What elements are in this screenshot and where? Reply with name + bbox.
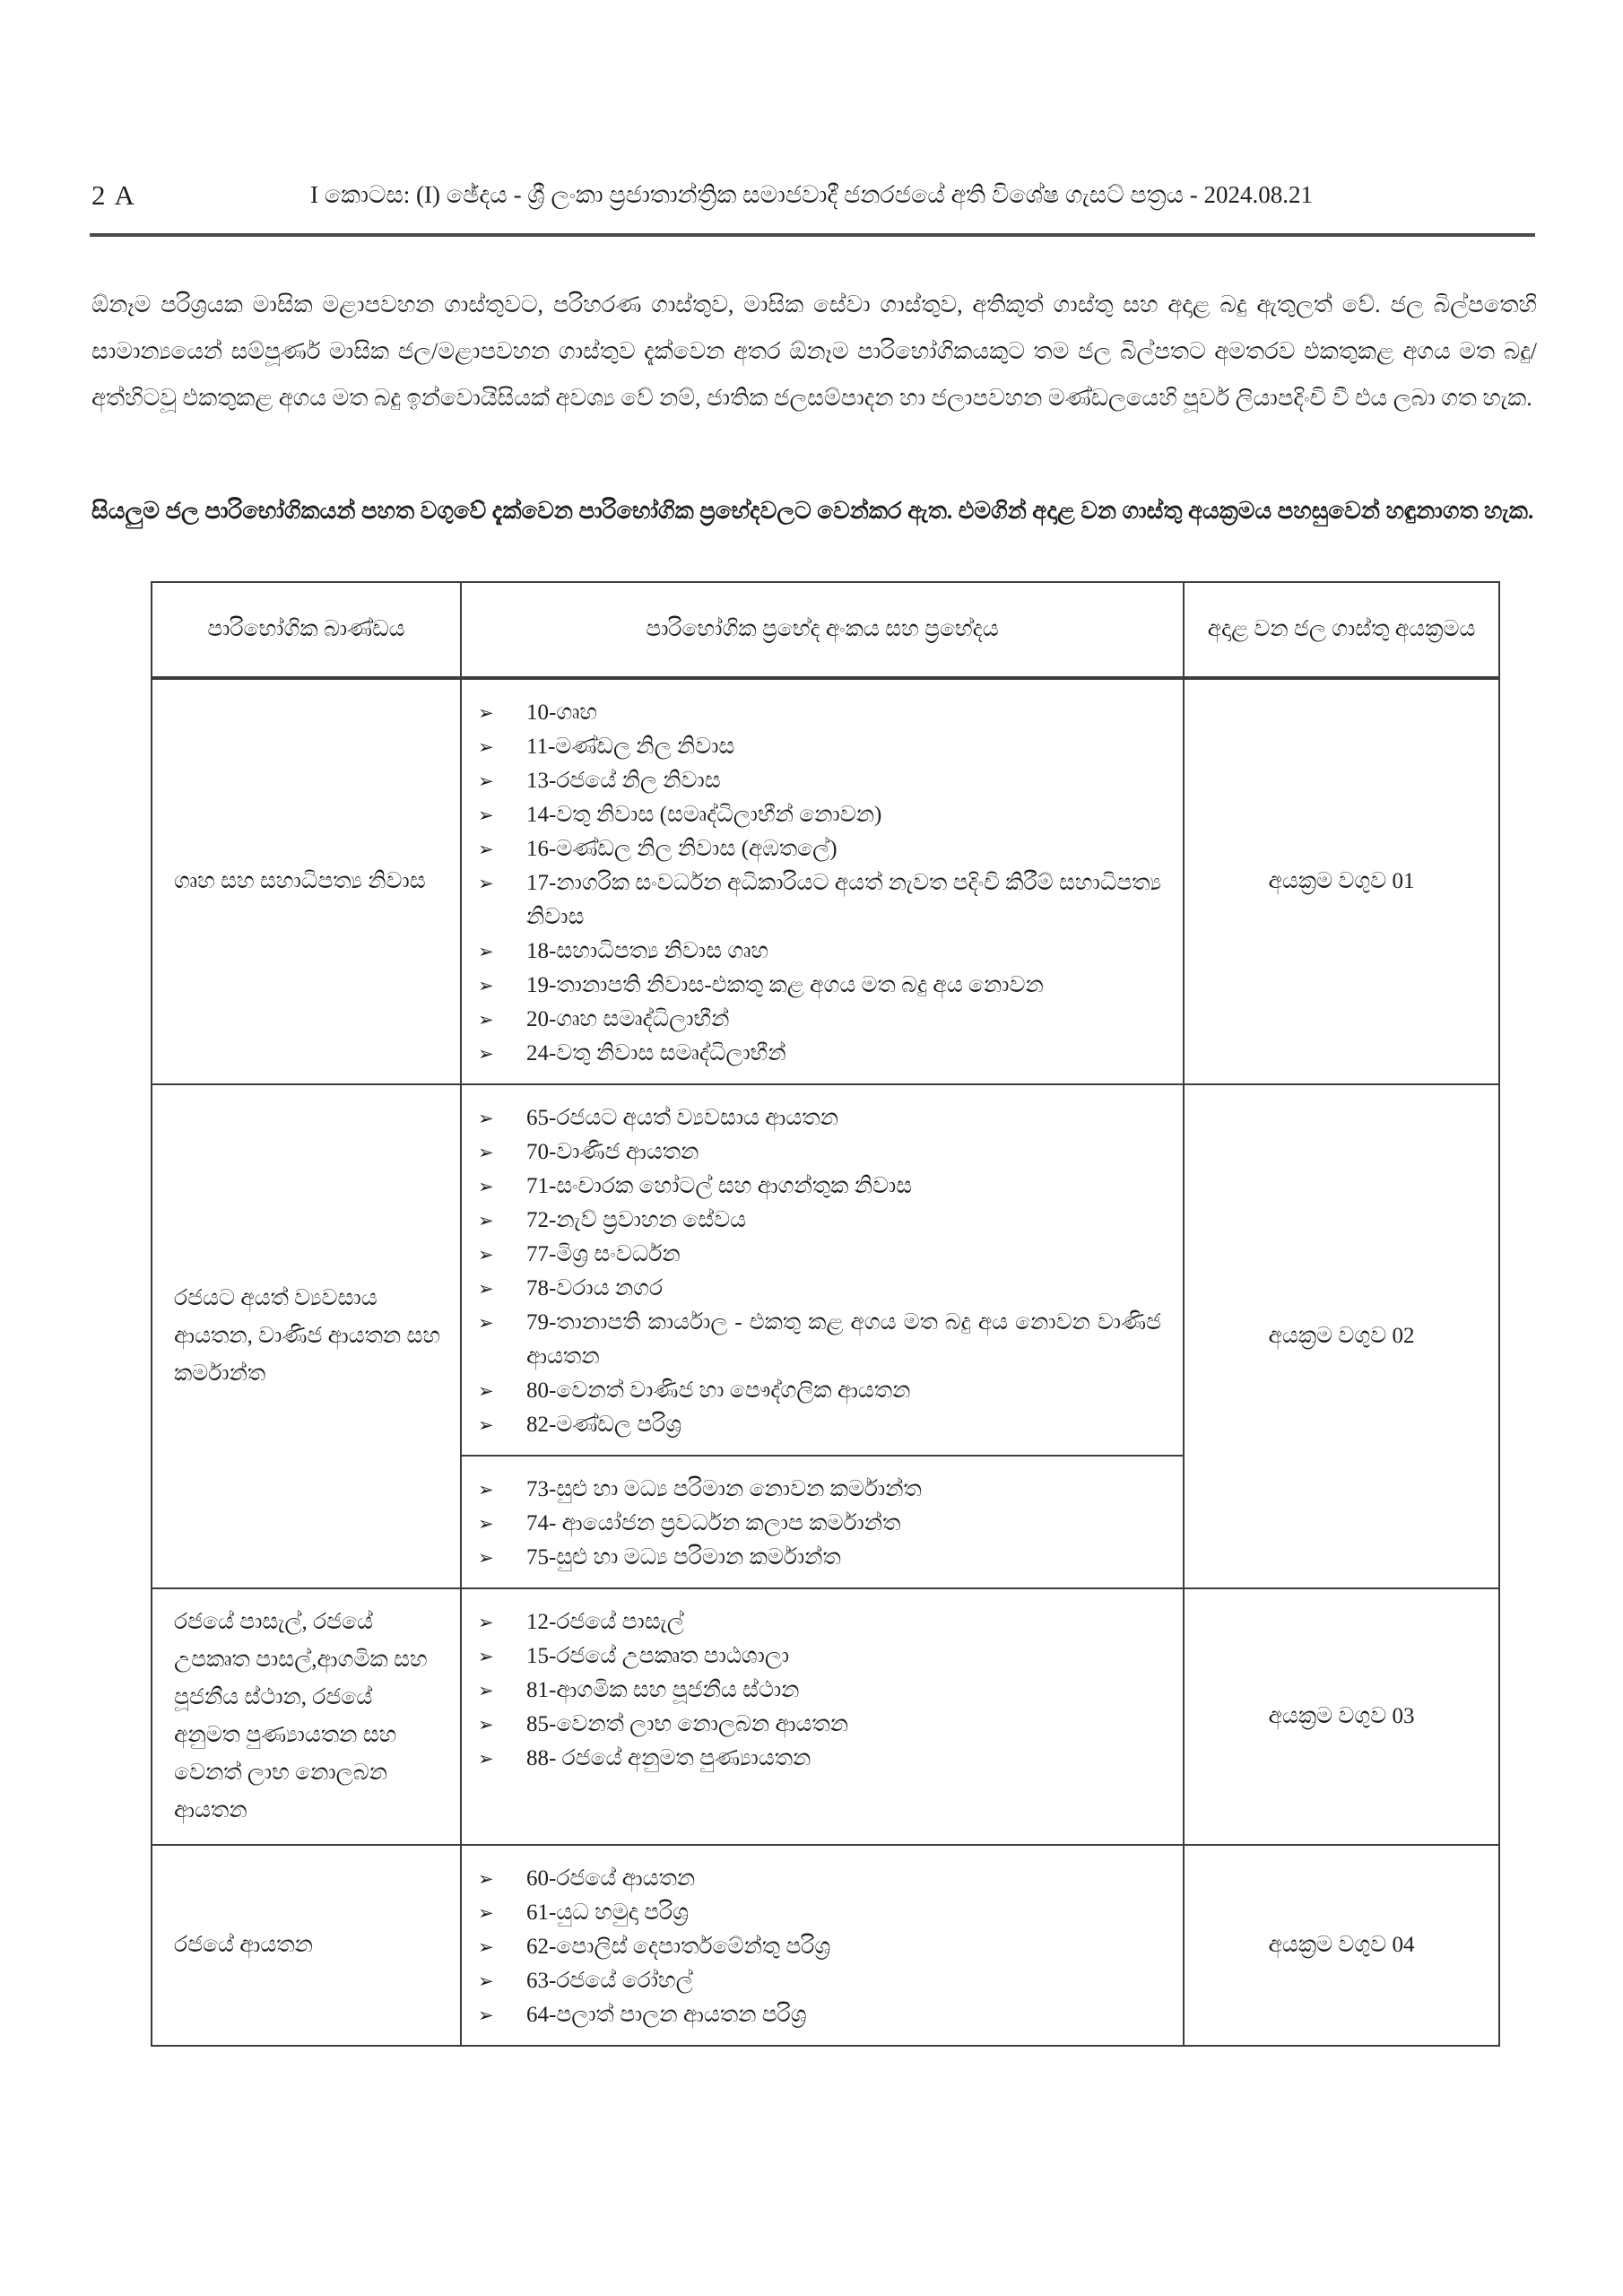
- bullet-list: [478, 1862, 1170, 2032]
- list-item: [478, 1742, 1170, 1776]
- list-item-text: 77-මිශ්‍ර සංවර්ධන: [526, 1242, 681, 1266]
- list-item: [478, 1998, 1170, 2032]
- gazette-header-title: I කොටස: (I) ඡේදය - ශ්‍රී ලංකා ප්‍රජාතාන්ත්‍රික සමාජවාදී ජනරජයේ අති විශේෂ ගැසට් පත්‍රය - 2024.08.21: [310, 181, 1313, 208]
- arrow-bullet-icon: ➢: [478, 1902, 494, 1924]
- arrow-bullet-icon: ➢: [478, 1142, 494, 1163]
- bullet-list: [478, 1101, 1170, 1442]
- category-items-cell: [461, 1845, 1184, 2046]
- list-item: [478, 730, 1170, 764]
- list-item: [478, 935, 1170, 969]
- list-item: [478, 1896, 1170, 1930]
- page-header: [90, 178, 1533, 217]
- list-item-text: 18-සහාධිපත්‍ය නිවාස ගෘහ: [526, 939, 769, 963]
- list-item: [478, 1272, 1170, 1306]
- tariff-cell: අයක්‍රම වගුව 03: [1184, 1588, 1499, 1845]
- list-item: [478, 866, 1170, 935]
- list-item-text: 13-රජයේ නිල නිවාස: [526, 769, 721, 793]
- list-item: [478, 1930, 1170, 1964]
- list-item: [478, 1101, 1170, 1135]
- list-item: [478, 1374, 1170, 1408]
- column-header-category-number: පාරිභෝගික ප්‍රභේද අංකය සහ ප්‍රභේදය: [461, 582, 1184, 678]
- list-item: [478, 1135, 1170, 1170]
- list-item: [478, 1507, 1170, 1541]
- list-item: [478, 1964, 1170, 1998]
- tariff-cell: අයක්‍රම වගුව 04: [1184, 1845, 1499, 2046]
- list-item-text: 19-තානාපති නිවාස-එකතු කළ අගය මත බදු අය නොවන: [526, 973, 1044, 997]
- arrow-bullet-icon: ➢: [478, 1680, 494, 1701]
- table-row: [152, 678, 1499, 1084]
- arrow-bullet-icon: ➢: [478, 1748, 494, 1770]
- bullet-list: [478, 696, 1170, 1071]
- list-item: [478, 798, 1170, 832]
- list-item: [478, 1639, 1170, 1674]
- arrow-bullet-icon: ➢: [478, 1244, 494, 1265]
- arrow-bullet-icon: ➢: [478, 1380, 494, 1402]
- arrow-bullet-icon: ➢: [478, 1176, 494, 1197]
- arrow-bullet-icon: ➢: [478, 1479, 494, 1500]
- column-header-tariff-scheme: අදාළ වන ජල ගාස්තු අයක්‍රමය: [1184, 582, 1499, 678]
- arrow-bullet-icon: ➢: [478, 770, 494, 792]
- list-item: [478, 1306, 1170, 1374]
- arrow-bullet-icon: ➢: [478, 1547, 494, 1569]
- arrow-bullet-icon: ➢: [478, 736, 494, 758]
- category-items-cell: [461, 1588, 1184, 1845]
- arrow-bullet-icon: ➢: [478, 1612, 494, 1633]
- list-item-text: 15-රජයේ උපකෘත පාඨශාලා: [526, 1644, 790, 1668]
- list-item-text: 73-සුළු හා මධ්‍ය පරිමාන නොවන කර්මාන්ත: [526, 1477, 922, 1501]
- list-item-text: 11-මණ්ඩල නිල නිවාස: [526, 735, 735, 759]
- list-item-text: 85-වෙනත් ලාභ නොලබන ආයතන: [526, 1712, 849, 1736]
- list-item: [478, 1037, 1170, 1071]
- list-item-text: 75-සුළු හා මධ්‍ය පරිමාන කර්මාන්ත: [526, 1545, 841, 1570]
- arrow-bullet-icon: ➢: [478, 1970, 494, 1992]
- category-cell: ගෘහ සහ සහාධිපත්‍ය නිවාස: [152, 678, 461, 1084]
- bullet-list: [478, 1473, 1170, 1575]
- list-item-text: 65-රජයට අයත් ව්‍යවසාය ආයතන: [526, 1106, 838, 1130]
- arrow-bullet-icon: ➢: [478, 2005, 494, 2026]
- arrow-bullet-icon: ➢: [478, 804, 494, 826]
- tariff-cell: අයක්‍රම වගුව 02: [1184, 1084, 1499, 1588]
- list-item-text: 82-මණ්ඩල පරිශ්‍ර: [526, 1413, 682, 1437]
- list-item-text: 74- ආයෝජන ප්‍රවර්ධන කලාප කර්මාන්ත: [526, 1511, 901, 1535]
- list-item: [478, 696, 1170, 730]
- list-item: [478, 1408, 1170, 1442]
- list-item: [478, 1605, 1170, 1639]
- category-cell: රජයට අයත් ව්‍යවසාය ආයතන, වාණිජ ආයතන සහ කර්මාන්ත: [152, 1084, 461, 1588]
- list-item-text: 20-ගෘහ සමෘද්ධිලාභීන්: [526, 1007, 730, 1031]
- list-item: [478, 1204, 1170, 1238]
- table-row: [152, 1845, 1499, 2046]
- table-row: [152, 1084, 1499, 1456]
- table-header-row: [152, 582, 1499, 678]
- arrow-bullet-icon: ➢: [478, 1414, 494, 1436]
- list-item-text: 17-නාගරික සංවර්ධන අධිකාරියට අයත් නැවත පදිංචි කිරීම් සහාධිපත්‍ය නිවාස: [526, 871, 1161, 929]
- list-item-text: 14-වතු නිවාස (සමෘද්ධිලාභීන් නොවන): [526, 803, 882, 827]
- list-item-text: 12-රජයේ පාසැල්: [526, 1610, 684, 1634]
- category-cell: රජයේ ආයතන: [152, 1845, 461, 2046]
- arrow-bullet-icon: ➢: [478, 839, 494, 860]
- list-item: [478, 1238, 1170, 1272]
- list-item-text: 61-යුධ හමුදා පරිශ්‍ර: [526, 1900, 689, 1925]
- category-items-cell: [461, 678, 1184, 1084]
- list-item: [478, 1003, 1170, 1037]
- header-rule: [90, 233, 1535, 237]
- arrow-bullet-icon: ➢: [478, 1646, 494, 1667]
- arrow-bullet-icon: ➢: [478, 1278, 494, 1300]
- list-item-text: 60-රජයේ ආයතන: [526, 1866, 696, 1891]
- category-items-cell: [461, 1084, 1184, 1456]
- consumer-category-table: [151, 581, 1500, 2047]
- bullet-list: [478, 1605, 1170, 1776]
- arrow-bullet-icon: ➢: [478, 1868, 494, 1890]
- list-item: [478, 1674, 1170, 1708]
- list-item-text: 24-වතු නිවාස සමෘද්ධිලාභීන්: [526, 1041, 786, 1065]
- arrow-bullet-icon: ➢: [478, 1043, 494, 1065]
- list-item-text: 64-පලාත් පාලන ආයතන පරිශ්‍ර: [526, 2003, 807, 2027]
- list-item: [478, 1708, 1170, 1742]
- intro-paragraph: ඕනෑම පරිශ්‍රයක මාසික මළාපවහන ගාස්තුවට, පරිහරණ ගාස්තුව, මාසික සේවා ගාස්තුව, අතිකුත් ගාස්තු සහ අදාළ බදු ඇතුලත් වේ. ජල බිල්පතෙහි සාමාන්‍යයෙන් සම්පූර්ණ මාසික ජල/මළාපවහන ගාස්තුව දැක්වෙන අතර ඕනෑම පාරිභෝගිකයකුට තම ජල බිල්පතට අමතරව එකතුකළ අගය මත බදු/ අත්හිටවූ එකතුකළ අගය මත බදු ඉන්වොයිසියක් අවශ්‍ය වේ නම්, ජාතික ජලසම්පාදන හා ජලාපවහන මණ්ඩලයෙහි පූර්ව ලියාපදිංචි වී එය ලබා ගත හැක.: [91, 291, 1537, 411]
- tariff-cell: අයක්‍රම වගුව 01: [1184, 678, 1499, 1084]
- arrow-bullet-icon: ➢: [478, 1936, 494, 1958]
- category-items-cell: [461, 1456, 1184, 1588]
- page-number: 2 A: [91, 179, 136, 211]
- list-item: [478, 764, 1170, 798]
- list-item: [478, 1541, 1170, 1575]
- arrow-bullet-icon: ➢: [478, 975, 494, 996]
- arrow-bullet-icon: ➢: [478, 702, 494, 724]
- list-item-text: 71-සංචාරක හෝටල් සහ ආගන්තුක නිවාස: [526, 1174, 913, 1198]
- arrow-bullet-icon: ➢: [478, 1714, 494, 1735]
- arrow-bullet-icon: ➢: [478, 1312, 494, 1334]
- list-item-text: 81-ආගමික සහ පූජනීය ස්ථාන: [526, 1678, 800, 1702]
- list-item: [478, 969, 1170, 1003]
- list-item-text: 72-නැව් ප්‍රවාහන සේවය: [526, 1208, 747, 1232]
- list-item: [478, 1170, 1170, 1204]
- list-item: [478, 1473, 1170, 1507]
- table-intro-paragraph: සියලුම ජල පාරිභෝගිකයන් පහත වගුවේ දැක්වෙන පාරිභෝගික ප්‍රභේදවලට වෙන්කර ඇත. එමගින් අදාළ වන ගාස්තු අයක්‍රමය පහසුවෙන් හඳුනාගත හැක.: [91, 498, 1534, 524]
- list-item: [478, 1862, 1170, 1896]
- list-item: [478, 832, 1170, 866]
- arrow-bullet-icon: ➢: [478, 1210, 494, 1231]
- list-item-text: 16-මණ්ඩල නිල නිවාස (අඹතලේ): [526, 837, 838, 861]
- list-item-text: 62-පොලිස් දෙපාර්තමේන්තු පරිශ්‍ර: [526, 1935, 831, 1959]
- list-item-text: 80-වෙනත් වාණිජ හා පෞද්ගලික ආයතන: [526, 1378, 911, 1403]
- arrow-bullet-icon: ➢: [478, 873, 494, 894]
- list-item-text: 88- රජයේ අනුමත පුණ්‍යායතන: [526, 1746, 812, 1770]
- arrow-bullet-icon: ➢: [478, 1513, 494, 1535]
- list-item-text: 63-රජයේ රෝහල්: [526, 1969, 693, 1993]
- arrow-bullet-icon: ➢: [478, 1108, 494, 1129]
- table-row: [152, 1588, 1499, 1845]
- list-item-text: 10-ගෘහ: [526, 700, 598, 725]
- list-item-text: 78-වරාය නගර: [526, 1276, 664, 1300]
- column-header-consumer-category: පාරිභෝගික බාණ්ඩය: [152, 582, 461, 678]
- arrow-bullet-icon: ➢: [478, 1009, 494, 1031]
- list-item-text: 79-තානාපති කාර්යාල - එකතු කළ අගය මත බදු අය නොවන වාණිජ ආයතන: [526, 1310, 1161, 1369]
- list-item-text: 70-වාණිජ ආයතන: [526, 1140, 699, 1164]
- category-cell: රජයේ පාසැල්, රජයේ උපකෘත පාසල්,ආගමික සහ පූජනීය ස්ථාන, රජයේ අනුමත පුණ්‍යායතන සහ වෙනත් ලාභ නොලබන ආයතන: [152, 1588, 461, 1845]
- arrow-bullet-icon: ➢: [478, 941, 494, 962]
